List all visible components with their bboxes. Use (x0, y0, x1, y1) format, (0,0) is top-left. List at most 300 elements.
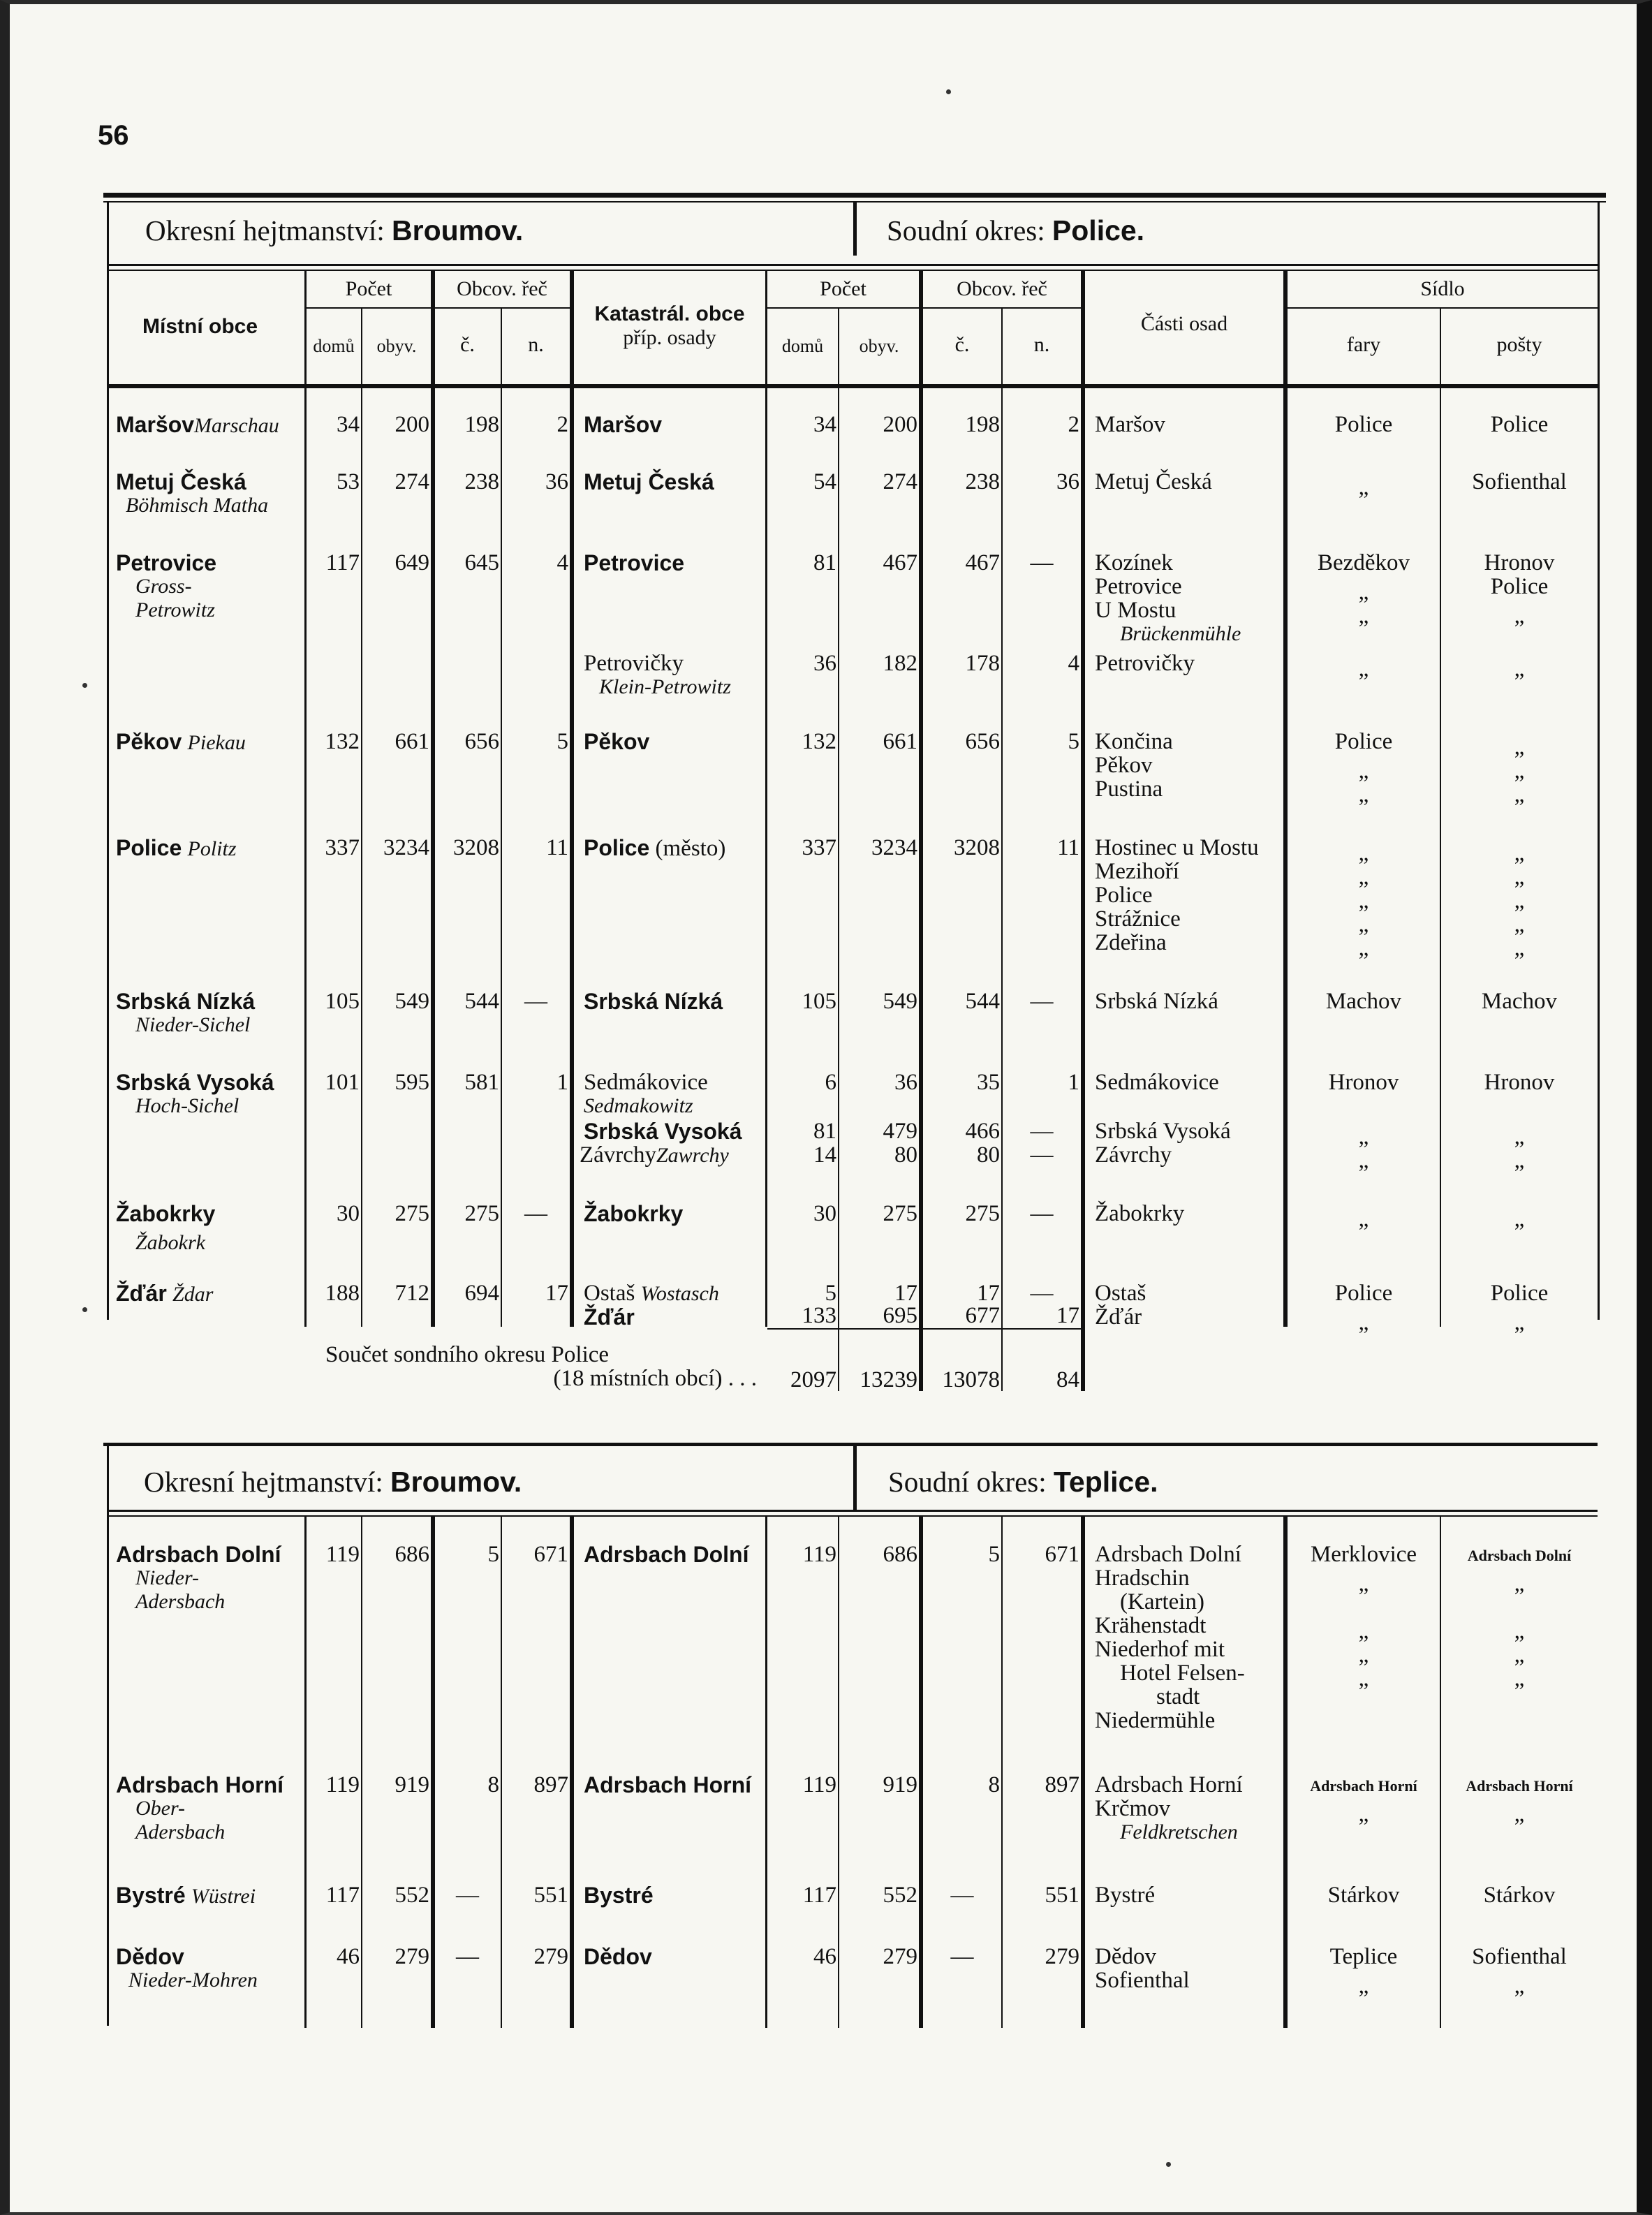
cell: „ (1514, 758, 1525, 783)
cell: Hotel Felsen- (1120, 1661, 1245, 1686)
cell: 6 (825, 1070, 836, 1095)
cell: Sofienthal (1095, 1968, 1190, 1993)
cell: Pustina (1095, 777, 1163, 802)
cell: „ (1358, 580, 1369, 605)
cell: — (1030, 1119, 1054, 1144)
cell: „ (1358, 603, 1369, 628)
cell: Krčmov (1095, 1796, 1171, 1821)
cell: Maršov (584, 412, 663, 437)
rule (767, 307, 1082, 309)
cell: 34 (337, 412, 360, 437)
cell: U Mostu (1095, 598, 1177, 623)
cell: Niederhof mit (1095, 1637, 1225, 1662)
cell: Sedmakowitz (584, 1094, 693, 1117)
cell: „ (1514, 1666, 1525, 1691)
table-row-name: MaršovMarschau (116, 412, 279, 437)
cell: 132 (802, 729, 836, 754)
rule (304, 307, 571, 309)
cell: 105 (802, 989, 836, 1014)
cell: „ (1358, 475, 1369, 500)
col-header-c: č. (460, 333, 475, 356)
german-name: Böhmisch Matha (126, 494, 269, 517)
rule (107, 384, 1598, 388)
cell: Sedmákovice (1095, 1070, 1219, 1095)
cell: 2 (1068, 412, 1079, 437)
rule (107, 270, 1598, 271)
cell: — (456, 1944, 479, 1969)
total-obyv: 13239 (860, 1367, 917, 1392)
cell: 3208 (954, 835, 1000, 860)
rule (570, 1517, 574, 2028)
rule (107, 1446, 109, 2026)
table-row-name: Dědov (116, 1944, 184, 1969)
col-header-domu: domů (313, 336, 355, 356)
cell: 467 (883, 550, 917, 575)
cell: 11 (546, 835, 568, 860)
cell: „ (1514, 1973, 1525, 1999)
cell: Srbská Vysoká (584, 1119, 742, 1144)
german-name: Žabokrk (135, 1231, 205, 1254)
cell: „ (1358, 912, 1369, 937)
cell: „ (1358, 1802, 1369, 1827)
cell: Sofienthal (1472, 469, 1567, 494)
cell: 712 (394, 1281, 429, 1306)
cell: „ (1358, 1124, 1369, 1149)
cell: 36 (1056, 469, 1079, 494)
cell: 544 (965, 989, 1000, 1014)
cell: Police (město) (584, 835, 726, 861)
table-row-name: Adrsbach Dolní (116, 1542, 281, 1567)
cell: 274 (883, 469, 917, 494)
cell: Police (1490, 412, 1549, 437)
cell: 275 (883, 1201, 917, 1226)
cell: 11 (1057, 835, 1079, 860)
cell: „ (1358, 936, 1369, 961)
cell: Mezihoří (1095, 859, 1179, 884)
cell: „ (1358, 1571, 1369, 1596)
col-header-katastral: Katastrál. obce (594, 302, 745, 325)
rule (570, 271, 574, 1327)
cell: Sofienthal (1472, 1944, 1567, 1969)
cell: 337 (802, 835, 836, 860)
col-header-domu-k: domů (781, 336, 824, 356)
cell: Police (1334, 729, 1393, 754)
cell: 117 (802, 1883, 836, 1908)
table-row-name: Adrsbach Horní (116, 1772, 284, 1797)
cell: 645 (464, 550, 499, 575)
cell: 35 (977, 1070, 1000, 1095)
cell: Srbská Nízká (584, 989, 723, 1014)
cell: Adrsbach Dolní (1095, 1542, 1241, 1567)
cell: 649 (394, 550, 429, 575)
cell: „ (1358, 1973, 1369, 1999)
col-header-obyv: obyv. (376, 336, 417, 356)
cell: Kozínek (1095, 550, 1173, 575)
cell: Končina (1095, 729, 1173, 754)
cell: Srbská Vysoká (1095, 1119, 1231, 1144)
total-c: 13078 (942, 1367, 1000, 1392)
cell: 275 (394, 1201, 429, 1226)
cell: 279 (533, 1944, 568, 1969)
german-name: Hoch-Sichel (135, 1094, 239, 1117)
rule (853, 1446, 857, 1510)
cell: 200 (394, 412, 429, 437)
cell: 275 (464, 1201, 499, 1226)
col-header-n: n. (528, 333, 544, 356)
cell: „ (1358, 1619, 1369, 1644)
cell: — (456, 1883, 479, 1908)
cell: 551 (1045, 1883, 1079, 1908)
cell: 581 (464, 1070, 499, 1095)
cell: „ (1514, 1310, 1525, 1335)
cell: 897 (1045, 1772, 1079, 1797)
cell: Bystré (584, 1883, 654, 1908)
col-header-obyv-k: obyv. (859, 336, 899, 356)
cell: Pěkov (584, 729, 650, 754)
cell: Strážnice (1095, 906, 1181, 932)
cell: Merklovice (1310, 1542, 1417, 1567)
rule (1286, 307, 1598, 309)
cell: Krähenstadt (1095, 1613, 1207, 1638)
cell: 552 (394, 1883, 429, 1908)
cell: 119 (325, 1542, 360, 1567)
table-row-name: Metuj Česká (116, 469, 246, 494)
cell: Metuj Česká (1095, 469, 1212, 494)
cell: 101 (325, 1070, 360, 1095)
cell: Maršov (1095, 412, 1165, 437)
german-name: Ober- (135, 1797, 186, 1820)
cell: 117 (325, 550, 360, 575)
cell: 656 (464, 729, 499, 754)
ink-speck (82, 1307, 87, 1312)
col-header-obcov-rec: Obcov. řeč (457, 277, 547, 300)
sum-rule (767, 1328, 1081, 1330)
cell: 30 (337, 1201, 360, 1226)
cell: 17 (545, 1281, 568, 1306)
cell: 4 (1068, 651, 1079, 676)
cell: 119 (325, 1772, 360, 1797)
cell: 80 (977, 1142, 1000, 1168)
cell: Petrovičky (1095, 651, 1195, 676)
cell: Klein-Petrowitz (599, 675, 731, 698)
cell: „ (1358, 864, 1369, 890)
cell: — (1030, 989, 1054, 1014)
cell: „ (1514, 1148, 1525, 1173)
cell: 8 (487, 1772, 499, 1797)
rule (103, 193, 1606, 198)
cell: 238 (965, 469, 1000, 494)
cell: 686 (883, 1542, 917, 1567)
col-header-mistni-obce: Místní obce (142, 315, 258, 338)
col-header-obcov-rec-k: Obcov. řeč (957, 277, 1047, 300)
rule (1598, 203, 1600, 1320)
cell: 132 (325, 729, 360, 754)
cell: Sedmákovice (584, 1070, 708, 1095)
cell: „ (1514, 1619, 1525, 1644)
ink-speck (82, 683, 87, 688)
total-label: (18 místních obcí) . . . (553, 1366, 757, 1391)
rule (1081, 271, 1085, 1391)
cell: ZávrchyZawrchy (580, 1142, 729, 1168)
rule (853, 203, 857, 256)
cell: 5 (1068, 729, 1079, 754)
cell: „ (1358, 1310, 1369, 1335)
german-name: Petrowitz (135, 598, 215, 621)
cell: 279 (1045, 1944, 1079, 1969)
ink-speck (1166, 2162, 1171, 2167)
cell: 81 (813, 550, 836, 575)
cell: Police (1334, 1281, 1393, 1306)
cell: „ (1514, 1802, 1525, 1827)
table-row-name: Bystré Wüstrei (116, 1883, 256, 1908)
cell: Dědov (1095, 1944, 1156, 1969)
col-header-posty: pošty (1496, 333, 1542, 356)
cell: „ (1514, 603, 1525, 628)
cell: 897 (533, 1772, 568, 1797)
cell: 3234 (383, 835, 429, 860)
cell: 694 (464, 1281, 499, 1306)
cell: Hronov (1484, 1070, 1555, 1095)
cell: — (950, 1883, 974, 1908)
district-header: Okresní hejtmanství: Broumov. (144, 1466, 522, 1498)
total-domu: 2097 (790, 1367, 836, 1392)
cell: 275 (965, 1201, 1000, 1226)
table-row-name: Srbská Vysoká (116, 1070, 274, 1095)
cell: 5 (988, 1542, 1000, 1567)
cell: „ (1358, 1148, 1369, 1173)
ink-speck (946, 89, 951, 94)
cell: „ (1514, 656, 1525, 682)
cell: 36 (813, 651, 836, 676)
cell: „ (1514, 1571, 1525, 1596)
cell: 34 (813, 412, 836, 437)
col-header-pocet: Počet (345, 277, 392, 300)
cell: Metuj Česká (584, 469, 714, 494)
cell: Hronov (1484, 550, 1555, 575)
rule (107, 203, 109, 1320)
cell: 467 (965, 550, 1000, 575)
cell: Bezděkov (1318, 550, 1410, 575)
cell: 919 (883, 1772, 917, 1797)
col-header-fary: fary (1346, 333, 1381, 356)
cell: 30 (813, 1201, 836, 1226)
cell: 595 (394, 1070, 429, 1095)
cell: 552 (883, 1883, 917, 1908)
cell: 133 (802, 1303, 836, 1328)
court-header: Soudní okres: Teplice. (888, 1466, 1158, 1498)
rule (1081, 1517, 1085, 2028)
cell: 337 (325, 835, 360, 860)
cell: Teplice (1329, 1944, 1398, 1969)
col-header-sidlo: Sídlo (1420, 277, 1465, 300)
cell: Machov (1481, 989, 1558, 1014)
cell: „ (1358, 888, 1369, 913)
cell: 549 (883, 989, 917, 1014)
german-name: Nieder-Sichel (135, 1013, 251, 1036)
cell: 178 (965, 651, 1000, 676)
rule (107, 264, 1598, 266)
cell: 119 (802, 1542, 836, 1567)
col-header-casti-osad: Části osad (1140, 312, 1228, 335)
rule (107, 1510, 1598, 1512)
cell: 279 (883, 1944, 917, 1969)
cell: „ (1514, 841, 1525, 866)
cell: 274 (394, 469, 429, 494)
col-header-c-k: č. (954, 333, 970, 356)
cell: Srbská Nízká (1095, 989, 1218, 1014)
cell: — (1030, 1142, 1054, 1168)
cell: Petrovice (584, 550, 685, 575)
cell: 36 (545, 469, 568, 494)
cell: 2 (556, 412, 568, 437)
cell: 919 (394, 1772, 429, 1797)
cell: stadt (1156, 1684, 1200, 1709)
cell: 5 (556, 729, 568, 754)
cell: Stárkov (1483, 1883, 1556, 1908)
cell: 46 (337, 1944, 360, 1969)
cell: „ (1514, 912, 1525, 937)
cell: 5 (487, 1542, 499, 1567)
cell: Police (1490, 1281, 1549, 1306)
cell: Žabokrky (584, 1201, 684, 1226)
cell: Feldkretschen (1120, 1820, 1238, 1844)
cell: Stárkov (1327, 1883, 1400, 1908)
cell: 80 (894, 1142, 917, 1168)
cell: 53 (337, 469, 360, 494)
cell: Adrsbach Dolní (584, 1542, 749, 1567)
col-header-n-k: n. (1033, 333, 1050, 356)
cell: 14 (813, 1142, 836, 1168)
cell: Niedermühle (1095, 1708, 1216, 1733)
cell: Adrsbach Horní (584, 1772, 752, 1797)
cell: 188 (325, 1281, 360, 1306)
cell: 551 (533, 1883, 568, 1908)
table-row-name: Žabokrky (116, 1201, 216, 1226)
rule (501, 309, 502, 1327)
cell: Zdeřina (1095, 930, 1167, 955)
cell: 198 (464, 412, 499, 437)
cell: 686 (394, 1542, 429, 1567)
cell: Žďár (584, 1304, 635, 1330)
cell: 3208 (453, 835, 499, 860)
german-name: Adersbach (135, 1590, 226, 1613)
cell: 3234 (871, 835, 917, 860)
cell: Žabokrky (1095, 1201, 1185, 1226)
cell: Žďár (1095, 1304, 1142, 1330)
cell: Machov (1325, 989, 1402, 1014)
table-row-name: Srbská Nízká (116, 989, 256, 1014)
cell: Hronov (1328, 1070, 1399, 1095)
cell: „ (1358, 1207, 1369, 1232)
table-row-name: Žďár Ždar (116, 1281, 214, 1306)
cell: (Kartein) (1120, 1589, 1204, 1614)
cell: 17 (894, 1281, 917, 1306)
cell: „ (1514, 782, 1525, 807)
cell: Adrsbach Horní (1466, 1777, 1573, 1795)
cell: 544 (464, 989, 499, 1014)
cell: 677 (965, 1303, 1000, 1328)
cell: Police (1095, 883, 1153, 908)
cell: Adrsbach Horní (1310, 1777, 1417, 1795)
cell: „ (1514, 1207, 1525, 1232)
cell: — (524, 1201, 547, 1226)
cell: „ (1514, 936, 1525, 961)
cell: 81 (813, 1119, 836, 1144)
total-n: 84 (1056, 1367, 1079, 1392)
cell: 36 (894, 1070, 917, 1095)
cell: 17 (1056, 1303, 1079, 1328)
cell: 695 (883, 1303, 917, 1328)
table-row-name: Petrovice (116, 550, 217, 575)
page-number: 56 (98, 120, 129, 151)
cell: Petrovice (1095, 574, 1182, 599)
cell: 5 (825, 1281, 836, 1306)
cell: 17 (977, 1281, 1000, 1306)
table-row-name: Police Politz (116, 835, 237, 860)
cell: — (524, 989, 547, 1014)
cell: Bystré (1095, 1883, 1156, 1908)
cell: Hostinec u Mostu (1095, 835, 1259, 860)
cell: — (1030, 1201, 1054, 1226)
german-name: Gross- (135, 575, 192, 598)
cell: „ (1514, 888, 1525, 913)
cell: 279 (394, 1944, 429, 1969)
german-name: Nieder-Mohren (128, 1969, 258, 1992)
cell: 238 (464, 469, 499, 494)
cell: „ (1358, 841, 1369, 866)
cell: Adrsbach Dolní (1467, 1547, 1572, 1564)
cell: Hradschin (1095, 1566, 1190, 1591)
cell: „ (1514, 864, 1525, 890)
cell: 105 (325, 989, 360, 1014)
cell: 1 (556, 1070, 568, 1095)
district-header: Okresní hejtmanství: Broumov. (145, 214, 524, 246)
cell: Ostaš (1095, 1281, 1146, 1306)
cell: Petrovičky (584, 651, 684, 676)
cell: — (1030, 1281, 1054, 1306)
court-header: Soudní okres: Police. (887, 214, 1145, 246)
cell: 671 (1045, 1542, 1079, 1567)
cell: „ (1358, 758, 1369, 783)
cell: Brückenmühle (1120, 622, 1241, 645)
cell: „ (1514, 1124, 1525, 1149)
cell: „ (1358, 1642, 1369, 1668)
cell: Police (1334, 412, 1393, 437)
cell: 117 (325, 1883, 360, 1908)
table-row-name: Pěkov Piekau (116, 729, 246, 754)
cell: 656 (965, 729, 1000, 754)
cell: 200 (883, 412, 917, 437)
cell: „ (1358, 782, 1369, 807)
cell: 46 (813, 1944, 836, 1969)
cell: 661 (883, 729, 917, 754)
cell: — (1030, 550, 1054, 575)
col-header-pocet-k: Počet (820, 277, 866, 300)
cell: Ostaš Wostasch (584, 1281, 719, 1306)
cell: 549 (394, 989, 429, 1014)
german-name: Nieder- (135, 1566, 200, 1589)
rule (103, 1443, 1598, 1446)
cell: „ (1358, 656, 1369, 682)
cell: „ (1514, 735, 1525, 760)
total-label: Součet sondního okresu Police (325, 1342, 610, 1367)
cell: 661 (394, 729, 429, 754)
cell: 182 (883, 651, 917, 676)
cell: — (950, 1944, 974, 1969)
rule (1440, 309, 1441, 1327)
cell: 54 (813, 469, 836, 494)
cell: 1 (1068, 1070, 1079, 1095)
